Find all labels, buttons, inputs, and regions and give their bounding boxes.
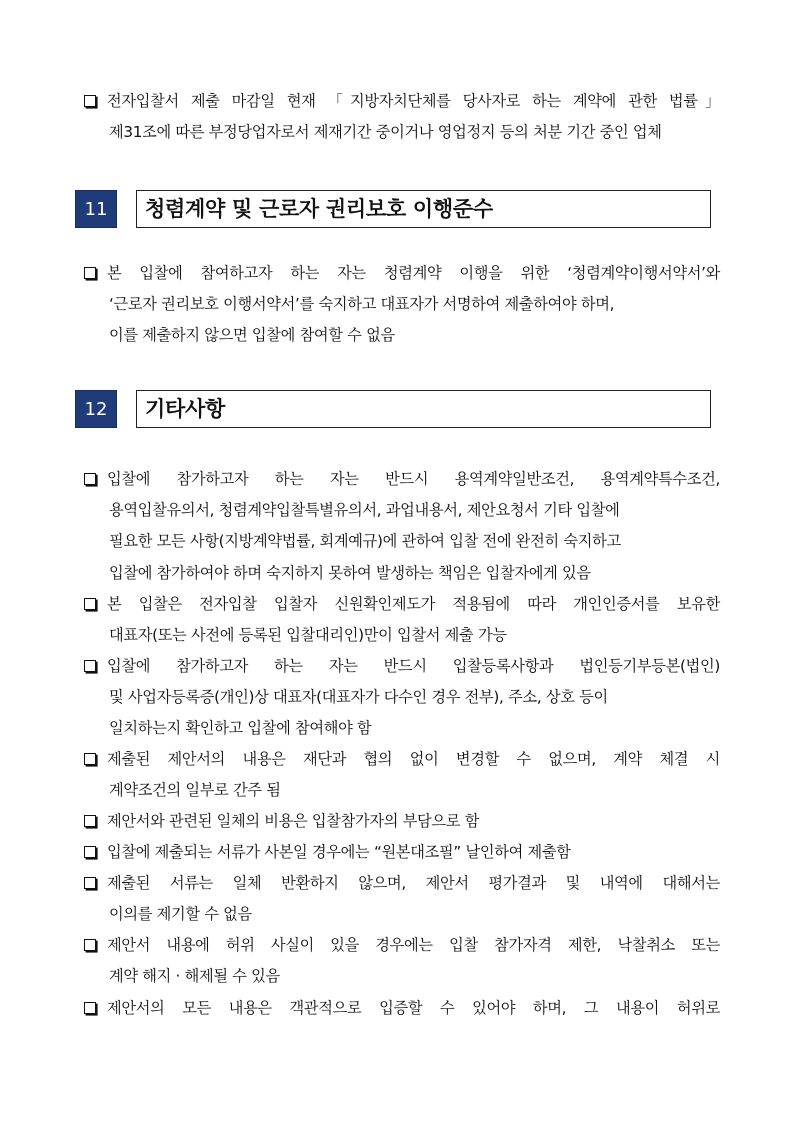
list-item-line: 본 입찰에 참여하고자 하는 자는 청렴계약 이행을 위한 ‘청렴계약이행서약서’와 bbox=[84, 258, 720, 289]
list-item-line: 용역입찰유의서, 청렴계약입찰특별유의서, 과업내용서, 제안요청서 기타 입찰에 bbox=[109, 501, 620, 520]
checkbox-bullet-icon bbox=[84, 598, 96, 610]
list-item-line: ‘근로자 권리보호 이행서약서’를 숙지하고 대표자가 서명하여 제출하여야 하며, bbox=[109, 295, 615, 314]
list-item-line: 이의를 제기할 수 없음 bbox=[109, 905, 252, 924]
list-item-line: 제안서의 모든 내용은 객관적으로 입증할 수 있어야 하며, 그 내용이 허위로 bbox=[84, 993, 720, 1024]
list-item-line: 입찰에 제출되는 서류가 사본일 경우에는 “원본대조필” 날인하여 제출함 bbox=[84, 837, 720, 868]
list-item bbox=[84, 651, 720, 745]
list-item-line: 및 사업자등록증(개인)상 대표자(대표자가 다수인 경우 전부), 주소, 상호 등이 bbox=[109, 688, 608, 707]
list-item-line: 제안서와 관련된 일체의 비용은 입찰참가자의 부담으로 함 bbox=[84, 806, 720, 837]
list-item-line: 계약조건의 일부로 간주 됨 bbox=[109, 781, 281, 800]
checkbox-bullet-icon bbox=[84, 753, 96, 765]
checkbox-bullet-icon bbox=[84, 815, 96, 827]
list-item-line: 이를 제출하지 않으면 입찰에 참여할 수 없음 bbox=[109, 326, 395, 345]
list-item-line: 필요한 모든 사항(지방계약법률, 회계예규)에 관하여 입찰 전에 완전히 숙지하고 bbox=[109, 532, 621, 551]
section-header-11 bbox=[75, 190, 711, 228]
checkbox-bullet-icon bbox=[84, 473, 96, 485]
list-item-line: 일치하는지 확인하고 입찰에 참여해야 함 bbox=[109, 719, 372, 738]
list-item bbox=[84, 837, 720, 868]
list-item-line: 계약 해지 · 해제될 수 있음 bbox=[109, 967, 280, 986]
section-number: 12 bbox=[75, 390, 117, 428]
list-item bbox=[84, 258, 720, 352]
checkbox-bullet-icon bbox=[84, 267, 96, 279]
list-item-line: 제출된 서류는 일체 반환하지 않으며, 제안서 평가결과 및 내역에 대해서는 bbox=[84, 868, 720, 899]
checkbox-bullet-icon bbox=[84, 939, 96, 951]
list-item-line: 본 입찰은 전자입찰 입찰자 신원확인제도가 적용됨에 따라 개인인증서를 보유한 bbox=[84, 589, 720, 620]
list-item-line: 제31조에 따른 부정당업자로서 제재기간 중이거나 영업정지 등의 처분 기간 중인 업체 bbox=[109, 123, 662, 142]
list-item bbox=[84, 589, 720, 651]
checkbox-bullet-icon bbox=[84, 846, 96, 858]
checkbox-bullet-icon bbox=[84, 95, 96, 107]
list-item bbox=[84, 868, 720, 930]
section-number: 11 bbox=[75, 190, 117, 228]
list-item-line: 입찰에 참가하고자 하는 자는 반드시 용역계약일반조건, 용역계약특수조건, bbox=[84, 464, 720, 495]
list-item-line: 입찰에 참가하고자 하는 자는 반드시 입찰등록사항과 법인등기부등본(법인) bbox=[84, 651, 720, 682]
list-item-line: 제출된 제안서의 내용은 재단과 협의 없이 변경할 수 없으며, 계약 체결 시 bbox=[84, 744, 720, 775]
list-item bbox=[84, 993, 720, 1024]
checkbox-bullet-icon bbox=[84, 877, 96, 889]
checkbox-bullet-icon bbox=[84, 1002, 96, 1014]
list-item-line: 제안서 내용에 허위 사실이 있을 경우에는 입찰 참가자격 제한, 낙찰취소 또는 bbox=[84, 930, 720, 961]
list-item bbox=[84, 86, 720, 148]
list-item-line: 전자입찰서 제출 마감일 현재 「지방자치단체를 당사자로 하는 계약에 관한 법률」 bbox=[84, 86, 720, 117]
list-item bbox=[84, 464, 720, 589]
list-item bbox=[84, 806, 720, 837]
section-title: 기타사항 bbox=[136, 390, 711, 428]
list-item-line: 대표자(또는 사전에 등록된 입찰대리인)만이 입찰서 제출 가능 bbox=[109, 626, 507, 645]
list-item bbox=[84, 744, 720, 806]
list-item bbox=[84, 930, 720, 992]
section-title: 청렴계약 및 근로자 권리보호 이행준수 bbox=[136, 190, 711, 228]
section-header-12 bbox=[75, 390, 711, 428]
list-item-line: 입찰에 참가하여야 하며 숙지하지 못하여 발생하는 책임은 입찰자에게 있음 bbox=[109, 563, 591, 582]
checkbox-bullet-icon bbox=[84, 660, 96, 672]
